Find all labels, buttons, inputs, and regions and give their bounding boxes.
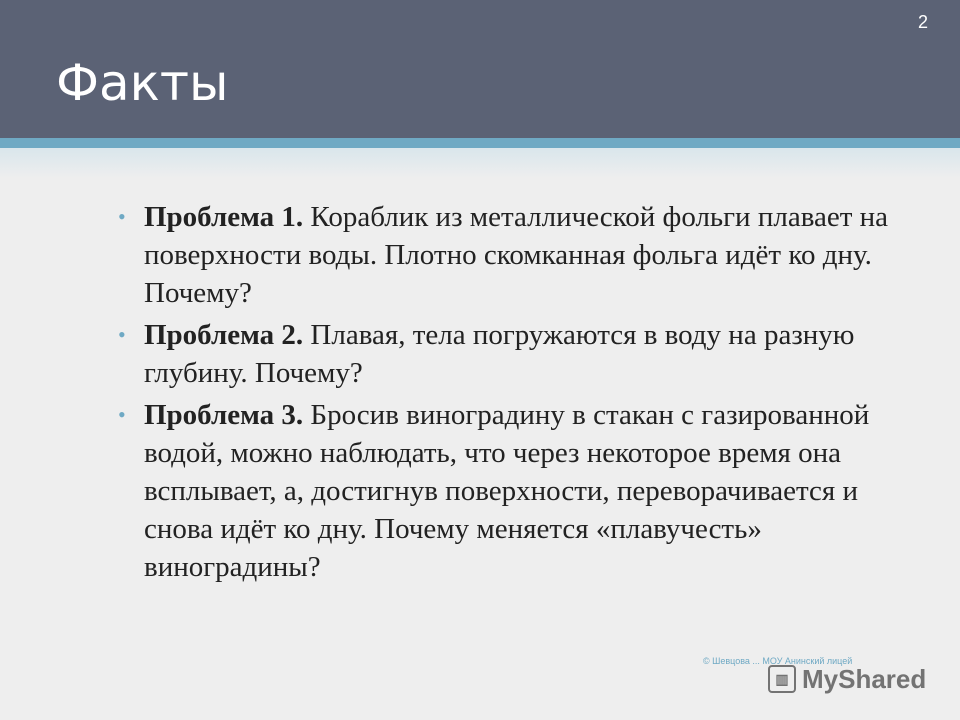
watermark-text: MyShared — [802, 663, 927, 694]
problem-title: Проблема 1. — [144, 201, 304, 233]
accent-fade — [0, 148, 960, 178]
slide-title: Факты — [56, 54, 229, 112]
problem-list — [112, 198, 932, 590]
problem-title: Проблема 2. — [144, 319, 304, 351]
presentation-icon: ▥ — [768, 665, 796, 693]
problem-text: Бросив виноградину в стакан с газированной водой, можно наблюдать, что через некоторое время она всплывает, а, достигнув поверхности, переворачивается и снова идёт ко дну. Почему меняется «плавучесть» виноградины? — [144, 399, 870, 583]
slide-header — [0, 0, 960, 138]
problem-text: Плавая, тела погружаются в воду на разную глубину. Почему? — [144, 319, 855, 389]
problem-text: Кораблик из металлической фольги плавает на поверхности воды. Плотно скомканная фольга идёт ко дну. Почему? — [144, 201, 889, 309]
bullet-icon: • — [118, 204, 126, 229]
slide-number: 2 — [917, 12, 928, 32]
accent-bar — [0, 138, 960, 148]
footer-credit: © Шевцова ... МОУ Анинский лицей — [703, 656, 853, 666]
problem-title: Проблема 3. — [144, 399, 304, 431]
bullet-icon: • — [118, 322, 126, 347]
list-item-problem-3 — [112, 396, 932, 586]
watermark — [768, 664, 928, 694]
list-item-problem-1 — [112, 198, 932, 312]
bullet-icon: • — [118, 402, 126, 427]
list-item-problem-2 — [112, 316, 932, 392]
